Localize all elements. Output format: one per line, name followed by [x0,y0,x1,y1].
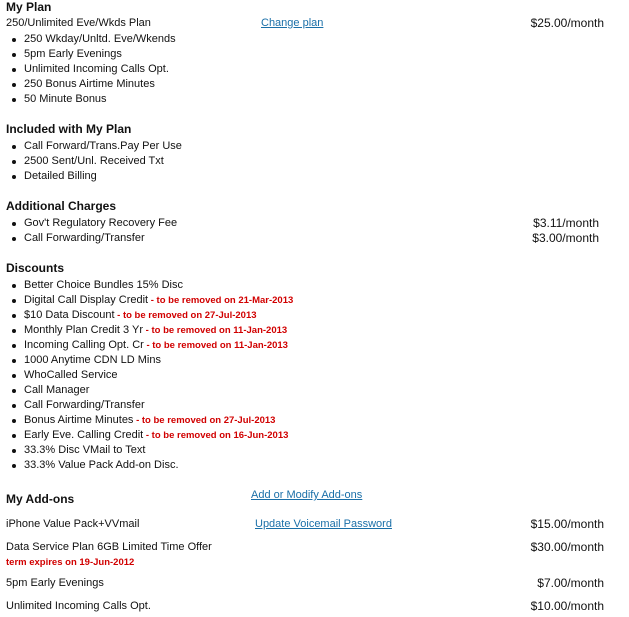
removal-note: - to be removed on 11-Jan-2013 [143,340,288,351]
addon-label: Unlimited Incoming Calls Opt. [6,600,151,612]
removal-note: - to be removed on 21-Mar-2013 [148,295,294,306]
discount-label: 33.3% Disc VMail to Text [24,444,146,456]
list-item: Call Forwarding/Transfer [6,231,177,246]
list-item [6,428,293,443]
discount-label: $10 Data Discount [24,309,115,321]
discount-label: 1000 Anytime CDN LD Mins [24,354,161,366]
list-item [6,293,293,308]
discounts-heading: Discounts [6,261,65,275]
discount-label: Digital Call Display Credit [24,294,149,306]
additional-charges-list [6,216,177,246]
discount-label: 33.3% Value Pack Add-on Disc. [24,459,179,471]
addon-label: 5pm Early Evenings [6,577,104,589]
additional-charge-price: $3.00/month [532,231,599,245]
discount-label: WhoCalled Service [24,369,118,381]
plan-price: $25.00/month [530,16,604,30]
list-item: 5pm Early Evenings [6,47,176,62]
list-item [6,398,293,413]
add-modify-addons-link[interactable]: Add or Modify Add-ons [251,489,363,501]
discount-label: Early Eve. Calling Credit [24,429,144,441]
change-plan-link[interactable]: Change plan [261,17,324,29]
list-item [6,308,293,323]
my-addons-heading: My Add-ons [6,492,75,506]
list-item: Detailed Billing [6,169,182,184]
list-item [6,443,293,458]
discount-label: Bonus Airtime Minutes [24,414,134,426]
list-item [6,338,293,353]
my-plan-heading: My Plan [6,0,52,14]
removal-note: - to be removed on 16-Jun-2013 [143,430,289,441]
list-item: Gov't Regulatory Recovery Fee [6,216,177,231]
addon-price: $10.00/month [530,599,604,613]
addon-label: Data Service Plan 6GB Limited Time Offer [6,541,212,553]
plan-features-list [6,32,176,107]
removal-note: - to be removed on 27-Jul-2013 [133,415,276,426]
removal-note: - to be removed on 27-Jul-2013 [114,310,257,321]
additional-charges-heading: Additional Charges [6,199,117,213]
term-expiry-note: term expires on 19-Jun-2012 [6,557,135,568]
plan-name: 250/Unlimited Eve/Wkds Plan [6,17,151,29]
discount-label: Better Choice Bundles 15% Disc [24,279,183,291]
list-item: Call Forward/Trans.Pay Per Use [6,139,182,154]
list-item: 250 Wkday/Unltd. Eve/Wkends [6,32,176,47]
list-item [6,323,293,338]
list-item: Unlimited Incoming Calls Opt. [6,62,176,77]
list-item: 250 Bonus Airtime Minutes [6,77,176,92]
addon-label: iPhone Value Pack+VVmail [6,518,140,530]
discounts-list [6,278,293,473]
list-item [6,383,293,398]
list-item [6,353,293,368]
discount-label: Call Forwarding/Transfer [24,399,145,411]
included-list [6,139,182,184]
addon-price: $30.00/month [530,540,604,554]
addon-price: $15.00/month [530,517,604,531]
list-item: 50 Minute Bonus [6,92,176,107]
list-item [6,278,293,293]
update-voicemail-password-link[interactable]: Update Voicemail Password [255,518,392,530]
list-item [6,368,293,383]
discount-label: Incoming Calling Opt. Cr [24,339,144,351]
addon-price: $7.00/month [537,576,604,590]
list-item: 2500 Sent/Unl. Received Txt [6,154,182,169]
removal-note: - to be removed on 11-Jan-2013 [143,325,288,336]
discount-label: Monthly Plan Credit 3 Yr [24,324,144,336]
discount-label: Call Manager [24,384,90,396]
included-heading: Included with My Plan [6,122,132,136]
additional-charge-price: $3.11/month [533,216,599,230]
list-item [6,458,293,473]
list-item [6,413,293,428]
